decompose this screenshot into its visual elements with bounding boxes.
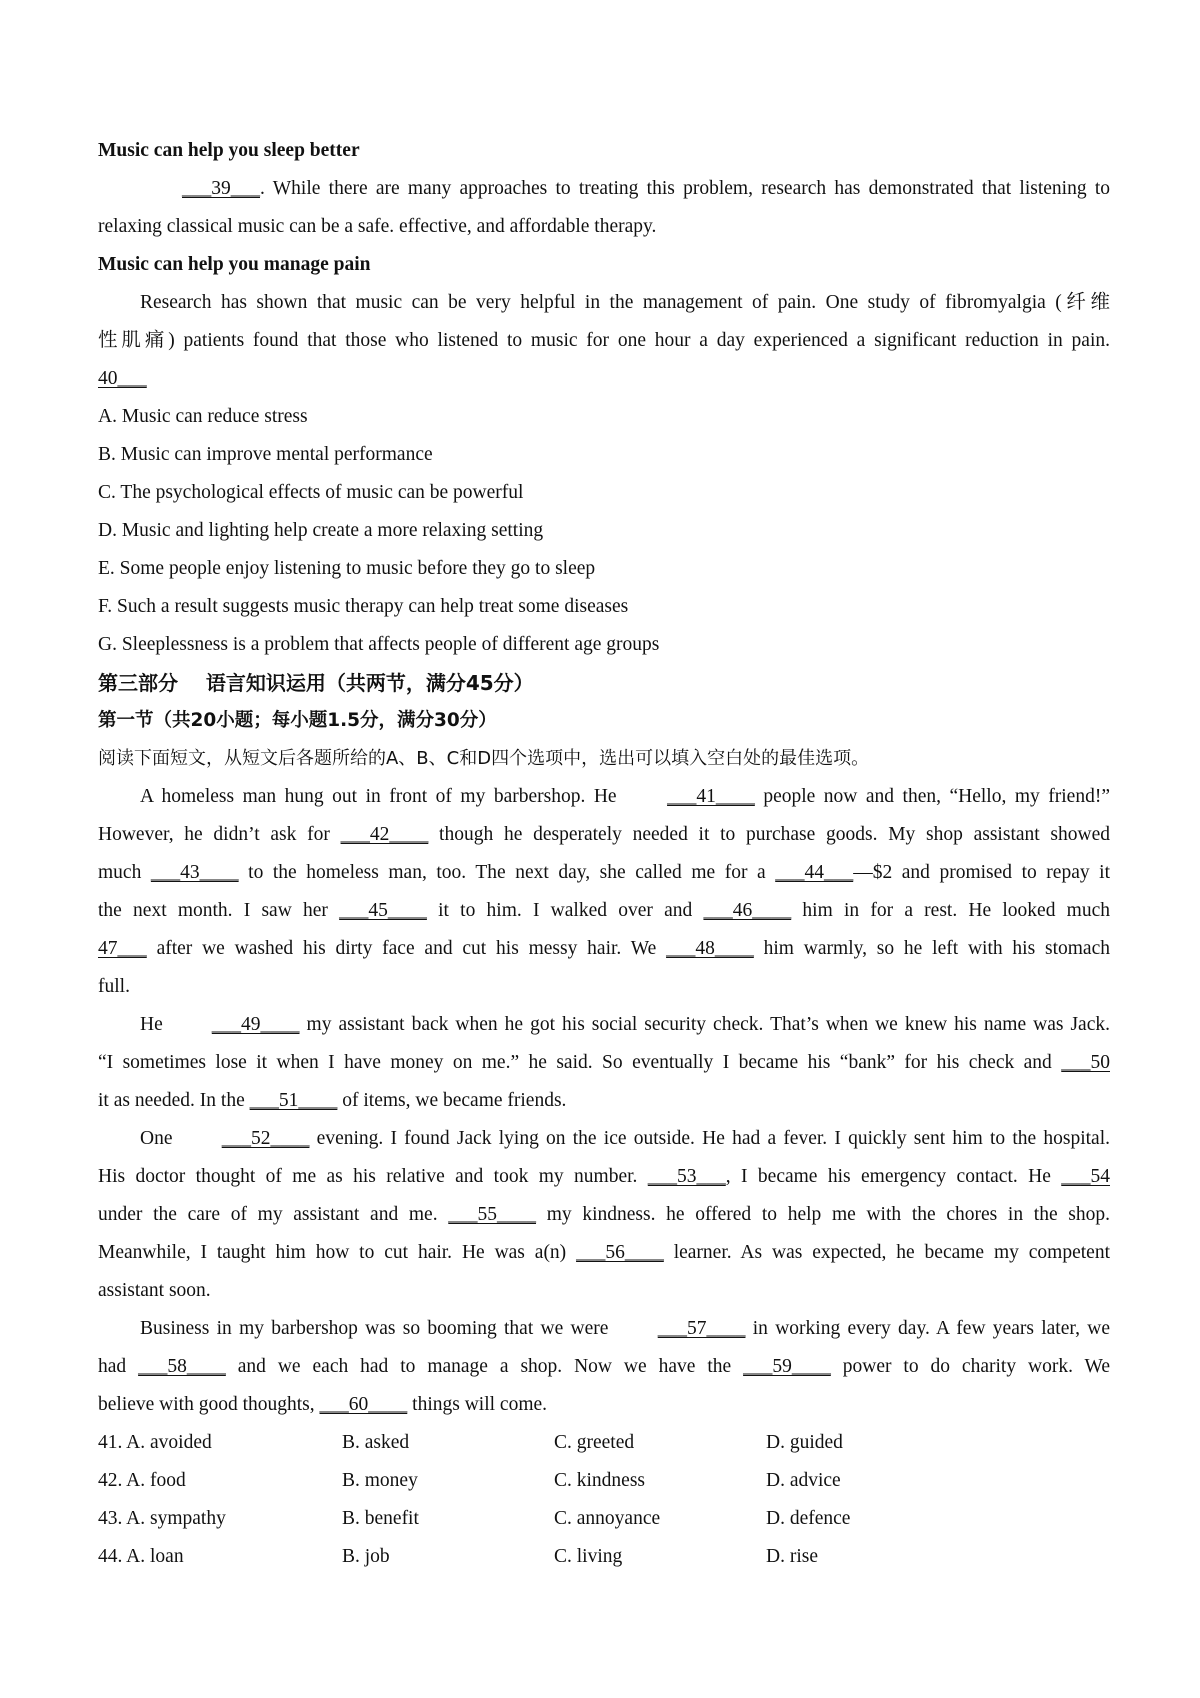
choice-d: D. Music and lighting help create a more relaxing setting (98, 520, 544, 541)
blank-56: ___56____ (576, 1242, 664, 1263)
passage-line: full. (98, 976, 130, 997)
option-a: 41. A. avoided (98, 1432, 212, 1453)
passage-line: under the care of my assistant and me. ___55____ my kindness. he offered to help me with the chores in the shop. (98, 1196, 1110, 1234)
option-d: D. rise (766, 1546, 818, 1567)
option-b: B. money (342, 1470, 418, 1491)
section-one-title: 第一节（共20小题；每小题1.5分，满分30分） (98, 710, 497, 731)
blank-43: ___43____ (150, 862, 239, 883)
blank-54: ___54 (1061, 1166, 1110, 1187)
blank-57: ___57____ (657, 1318, 746, 1339)
instruction: 阅读下面短文，从短文后各题所给的A、B、C和D四个选项中，选出可以填入空白处的最佳选项。 (98, 748, 870, 769)
blank-39: ___39___ (182, 178, 260, 199)
passage-line: He ___49____ my assistant back when he got his social security check. That’s when we knew his name was Jack. (98, 1006, 1110, 1044)
paragraph-40-line (98, 360, 1110, 398)
paragraph-40-line: Research has shown that music can be very helpful in the management of pain. One study of fibromyalgia (纤维 (140, 292, 1110, 313)
option-c: C. living (554, 1546, 623, 1567)
question-43-options (98, 1500, 1110, 1538)
option-c: C. kindness (554, 1470, 646, 1491)
blank-46: ___46____ (703, 900, 792, 921)
blank-44: ___44___ (775, 862, 854, 883)
section-heading-sleep: Music can help you sleep better (98, 140, 360, 161)
blank-41: ___41____ (667, 786, 755, 807)
blank-40: 40___ (98, 368, 147, 389)
document-page (98, 132, 1110, 1576)
passage-line: Meanwhile, I taught him how to cut hair. He was a(n) ___56____ learner. As was expected, he became my competent (98, 1234, 1110, 1272)
passage-line: However, he didn’t ask for ___42____ though he desperately needed it to purchase goods. My shop assistant showed (98, 816, 1110, 854)
option-b: B. job (342, 1546, 390, 1567)
paragraph-39-line: ___39___. While there are many approaches to treating this problem, research has demonstrated that listening to (98, 170, 1110, 208)
blank-49: ___49____ (211, 1014, 300, 1035)
blank-52: ___52____ (221, 1128, 310, 1149)
section-heading-pain: Music can help you manage pain (98, 254, 371, 275)
option-d: D. defence (766, 1508, 851, 1529)
choice-a: A. Music can reduce stress (98, 406, 308, 427)
blank-45: ___45____ (339, 900, 427, 921)
blank-53: ___53___ (647, 1166, 726, 1187)
choice-e: E. Some people enjoy listening to music before they go to sleep (98, 558, 596, 579)
option-a: 42. A. food (98, 1470, 186, 1491)
passage-line: 47___ after we washed his dirty face and cut his messy hair. We ___48____ him warmly, so he left with his stomach (98, 930, 1110, 968)
blank-51: ___51____ (249, 1090, 338, 1111)
blank-59: ___59____ (743, 1356, 831, 1377)
blank-47: 47___ (98, 938, 147, 959)
option-d: D. guided (766, 1432, 843, 1453)
part-three-title: 第三部分 语言知识运用（共两节，满分45分） (98, 671, 534, 695)
question-42-options (98, 1462, 1110, 1500)
choice-f: F. Such a result suggests music therapy can help treat some diseases (98, 596, 629, 617)
option-b: B. asked (342, 1432, 410, 1453)
paragraph-39-line: relaxing classical music can be a safe. effective, and affordable therapy. (98, 216, 657, 237)
choice-b: B. Music can improve mental performance (98, 444, 433, 465)
passage-line: the next month. I saw her ___45____ it to him. I walked over and ___46____ him in for a rest. He looked much (98, 892, 1110, 930)
question-41-options (98, 1424, 1110, 1462)
blank-55: ___55____ (448, 1204, 537, 1225)
blank-60: ___60____ (319, 1394, 408, 1415)
passage-line: A homeless man hung out in front of my barbershop. He ___41____ people now and then, “Hello, my friend!” (98, 778, 1110, 816)
passage-line: One ___52____ evening. I found Jack lying on the ice outside. He had a fever. I quickly sent him to the hospital. (98, 1120, 1110, 1158)
paragraph-40-line: 性肌痛) patients found that those who listened to music for one hour a day experienced a significant reduction in pain. (98, 330, 1110, 351)
passage-line: Business in my barbershop was so booming that we were ___57____ in working every day. A few years later, we (98, 1310, 1110, 1348)
passage-line: His doctor thought of me as his relative and took my number. ___53___, I became his emergency contact. He ___54 (98, 1158, 1110, 1196)
passage-line: “I sometimes lose it when I have money on me.” he said. So eventually I became his “bank” for his check and ___50 (98, 1044, 1110, 1082)
blank-48: ___48____ (666, 938, 754, 959)
question-44-options (98, 1538, 1110, 1576)
option-c: C. greeted (554, 1432, 635, 1453)
option-d: D. advice (766, 1470, 841, 1491)
blank-42: ___42____ (340, 824, 429, 845)
option-a: 44. A. loan (98, 1546, 184, 1567)
passage-line: assistant soon. (98, 1280, 211, 1301)
option-a: 43. A. sympathy (98, 1508, 226, 1529)
passage-line: much ___43____ to the homeless man, too. The next day, she called me for a ___44___—$2 and promised to repay it (98, 854, 1110, 892)
passage-line: believe with good thoughts, ___60____ things will come. (98, 1386, 1110, 1424)
passage-line: had ___58____ and we each had to manage a shop. Now we have the ___59____ power to do charity work. We (98, 1348, 1110, 1386)
passage-line: it as needed. In the ___51____ of items, we became friends. (98, 1082, 1110, 1120)
choice-c: C. The psychological effects of music can be powerful (98, 482, 524, 503)
blank-50: ___50 (1061, 1052, 1110, 1073)
blank-58: ___58____ (138, 1356, 226, 1377)
option-c: C. annoyance (554, 1508, 661, 1529)
choice-g: G. Sleeplessness is a problem that affects people of different age groups (98, 634, 660, 655)
option-b: B. benefit (342, 1508, 419, 1529)
